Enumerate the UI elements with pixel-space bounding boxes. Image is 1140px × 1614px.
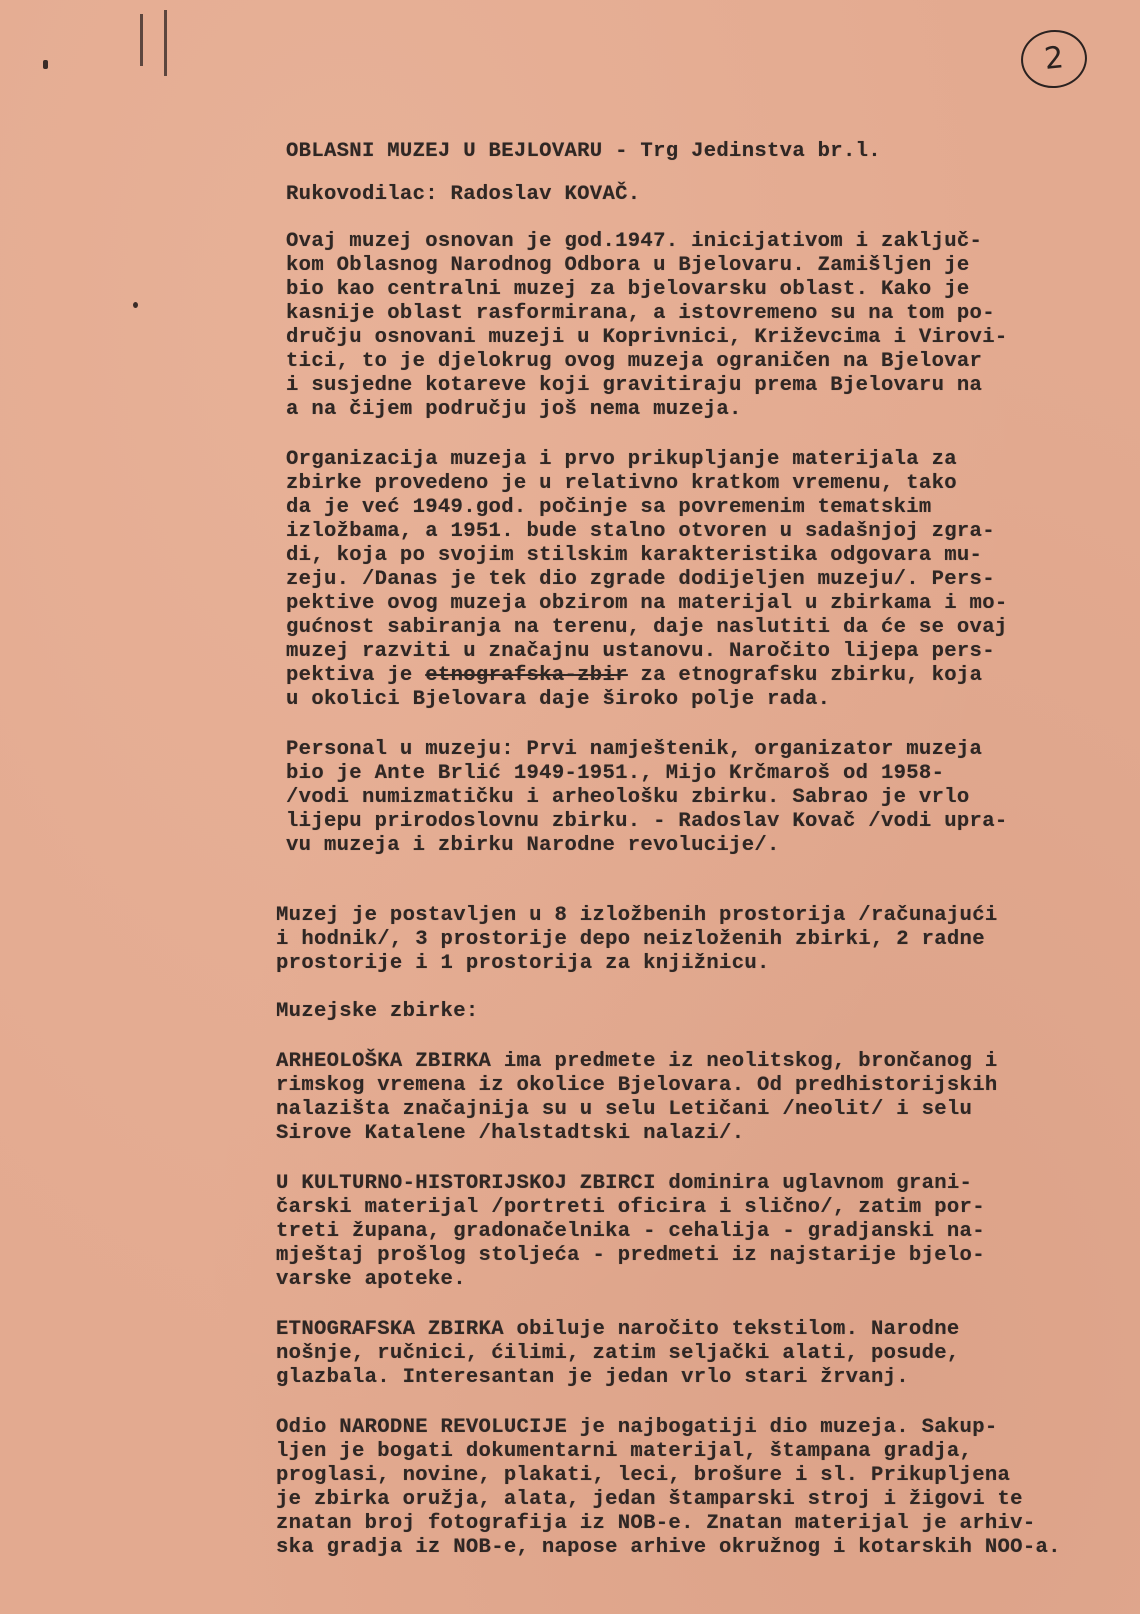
text-line: nalazišta značajnija su u selu Letičani /neolit/ i selu xyxy=(276,1098,973,1121)
text-line: u okolici Bjelovara daje široko polje rada. xyxy=(286,688,831,711)
text-segment: za etnografsku zbirku, koja xyxy=(627,664,983,687)
text-line: varske apoteke. xyxy=(276,1268,466,1291)
text-line: zeju. /Danas je tek dio zgrade dodijeljen muzeju/. Pers- xyxy=(286,568,995,591)
text-line: izložbama, a 1951. bude stalno otvoren u sadašnjoj zgra- xyxy=(286,520,995,543)
text-line: ARHEOLOŠKA ZBIRKA ima predmete iz neolitskog, brončanog i xyxy=(276,1050,998,1073)
text-line: ljen je bogati dokumentarni materijal, štampana gradja, xyxy=(276,1440,973,1463)
text-line: /vodi numizmatičku i arheološku zbirku. Sabrao je vrlo xyxy=(286,786,970,809)
text-line: Ovaj muzej osnovan je god.1947. inicijativom i zaključ- xyxy=(286,230,983,253)
struck-text: etnografska-zbir xyxy=(425,664,628,687)
text-segment: pektiva je xyxy=(286,664,426,687)
text-line: zbirke provedeno je u relativno kratkom vremenu, tako xyxy=(286,472,957,495)
document-head: Rukovodilac: Radoslav KOVAČ. xyxy=(286,183,641,206)
text-line: je zbirka oružja, alata, jedan štamparski stroj i žigovi te xyxy=(276,1488,1023,1511)
text-line: Muzej je postavljen u 8 izložbenih prostorija /računajući xyxy=(276,904,998,927)
text-line: mještaj prošlog stoljeća - predmeti iz najstarije bjelo- xyxy=(276,1244,985,1267)
text-line: ETNOGRAFSKA ZBIRKA obiluje naročito tekstilom. Narodne xyxy=(276,1318,960,1341)
text-line: Personal u muzeju: Prvi namještenik, organizator muzeja xyxy=(286,738,983,761)
document-title: OBLASNI MUZEJ U BEJLOVARU - Trg Jedinstva br.l. xyxy=(286,140,881,163)
text-line: muzej razviti u značajnu ustanovu. Naročito lijepa pers- xyxy=(286,640,995,663)
text-line: Organizacija muzeja i prvo prikupljanje materijala za xyxy=(286,448,957,471)
text-line: proglasi, novine, plakati, leci, brošure i sl. Prikupljena xyxy=(276,1464,1011,1487)
text-line: kasnije oblast rasformirana, a istovremeno su na tom po- xyxy=(286,302,995,325)
text-line: dručju osnovani muzeji u Koprivnici, Križevcima i Virovi- xyxy=(286,326,1008,349)
section-heading: Muzejske zbirke: xyxy=(276,1000,479,1023)
text-line: rimskog vremena iz okolice Bjelovara. Od predhistorijskih xyxy=(276,1074,998,1097)
page-number: 2 xyxy=(1018,27,1090,92)
text-line: lijepu prirodoslovnu zbirku. - Radoslav Kovač /vodi upra- xyxy=(286,810,1008,833)
text-line: znatan broj fotografija iz NOB-e. Znatan materijal je arhiv- xyxy=(276,1512,1036,1535)
text-line: kom Oblasnog Narodnog Odbora u Bjelovaru. Zamišljen je xyxy=(286,254,970,277)
text-line: Odio NARODNE REVOLUCIJE je najbogatiji dio muzeja. Sakup- xyxy=(276,1416,998,1439)
text-line: U KULTURNO-HISTORIJSKOJ ZBIRCI dominira uglavnom grani- xyxy=(276,1172,973,1195)
text-line: glazbala. Interesantan je jedan vrlo stari žrvanj. xyxy=(276,1366,909,1389)
text-line: vu muzeja i zbirku Narodne revolucije/. xyxy=(286,834,780,857)
text-line: gućnost sabiranja na terenu, daje naslutiti da će se ovaj xyxy=(286,616,1008,639)
text-line: tici, to je djelokrug ovog muzeja ograničen na Bjelovar xyxy=(286,350,983,373)
text-line: a na čijem području još nema muzeja. xyxy=(286,398,742,421)
text-line: di, koja po svojim stilskim karakteristika odgovara mu- xyxy=(286,544,983,567)
text-line: nošnje, ručnici, ćilimi, zatim seljački alati, posude, xyxy=(276,1342,960,1365)
text-line: i susjedne kotareve koji gravitiraju prema Bjelovaru na xyxy=(286,374,983,397)
text-line: treti župana, gradonačelnika - cehalija - gradjanski na- xyxy=(276,1220,985,1243)
text-line: pektive ovog muzeja obzirom na materijal u zbirkama i mo- xyxy=(286,592,1008,615)
text-line: bio kao centralni muzej za bjelovarsku oblast. Kako je xyxy=(286,278,970,301)
text-line: Sirove Katalene /halstadtski nalazi/. xyxy=(276,1122,745,1145)
text-line: da je već 1949.god. počinje sa povremenim tematskim xyxy=(286,496,932,519)
text-line: ska gradja iz NOB-e, napose arhive okružnog i kotarskih NOO-a. xyxy=(276,1536,1061,1559)
text-line: i hodnik/, 3 prostorije depo neizloženih zbirki, 2 radne xyxy=(276,928,985,951)
text-line: prostorije i 1 prostorija za knjižnicu. xyxy=(276,952,770,975)
text-line: bio je Ante Brlić 1949-1951., Mijo Krčmaroš od 1958- xyxy=(286,762,945,785)
text-line: čarski materijal /portreti oficira i slično/, zatim por- xyxy=(276,1196,985,1219)
text-line-with-strike xyxy=(286,664,982,688)
